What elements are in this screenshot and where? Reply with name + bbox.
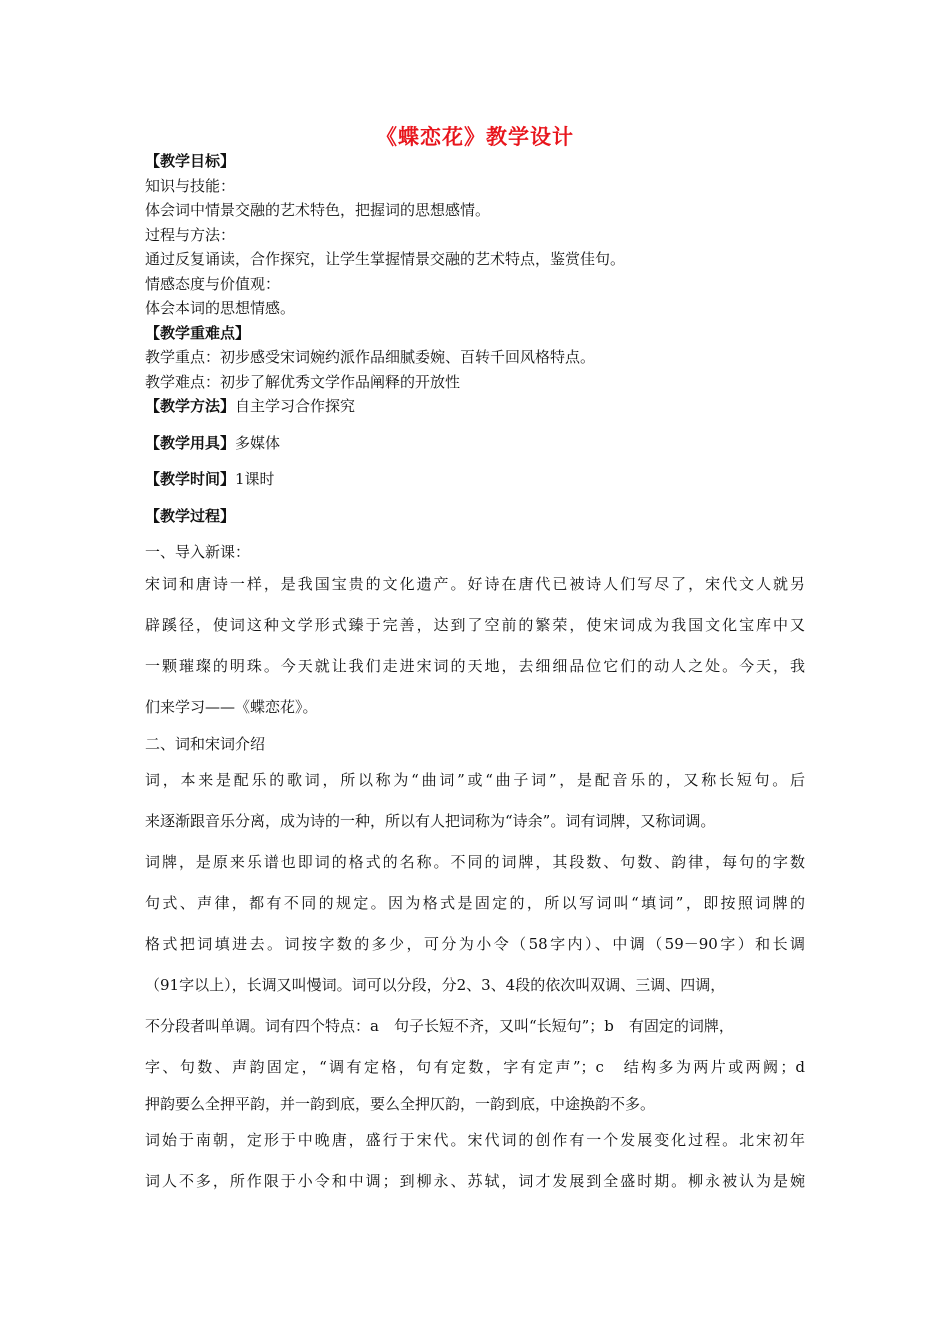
process-label: 过程与方法：: [145, 225, 236, 244]
emotion-text: 体会本词的思想情感。: [145, 299, 296, 317]
paragraph-line: 词始于南朝，定形于中晚唐，盛行于宋代。宋代词的创作有一个发展变化过程。北宋初年: [145, 1131, 805, 1149]
time-value: 1课时: [235, 470, 275, 488]
document-title: 《蝶恋花》教学设计: [376, 124, 574, 149]
time-row: [145, 467, 815, 492]
document-body: [145, 149, 815, 1202]
time-heading: 【教学时间】: [145, 470, 236, 488]
knowledge-label: 知识与技能：: [145, 176, 236, 195]
part1-title: 一、导入新课：: [145, 543, 251, 561]
paragraph-line: 字、句数、声韵固定，“调有定格，句有定数，字有定声”；c 结构多为两片或两阙；d: [145, 1058, 805, 1076]
tools-row: [145, 431, 815, 456]
paragraph-line: 辟蹊径，使词这种文学形式臻于完善，达到了空前的繁荣，使宋词成为我国文化宝库中又: [145, 616, 805, 634]
method-heading: 【教学方法】: [145, 397, 236, 415]
paragraph-line: 一颗璀璨的明珠。今天就让我们走进宋词的天地，去细细品位它们的动人之处。今天，我: [145, 657, 805, 675]
paragraph-line: 押韵要么全押平韵，并一韵到底，要么全押仄韵，一韵到底，中途换韵不多。: [145, 1095, 656, 1113]
knowledge-text: 体会词中情景交融的艺术特色，把握词的思想感情。: [145, 201, 491, 219]
method-value: 自主学习合作探究: [235, 397, 356, 415]
paragraph-line: 宋词和唐诗一样，是我国宝贵的文化遗产。好诗在唐代已被诗人们写尽了，宋代文人就另: [145, 575, 805, 593]
emotion-label: 情感态度与价值观：: [145, 274, 281, 293]
paragraph-line: 们来学习——《蝶恋花》。: [145, 698, 318, 716]
process-text: 通过反复诵读，合作探究，让学生掌握情景交融的艺术特点，鉴赏佳句。: [145, 250, 626, 268]
paragraph-line: 词牌，是原来乐谱也即词的格式的名称。不同的词牌，其段数、句数、韵律，每句的字数: [145, 853, 805, 871]
objectives-heading: 【教学目标】: [145, 152, 236, 170]
paragraph-line: 不分段者叫单调。词有四个特点：a 句子长短不齐，又叫“长短句”；b 有固定的词牌，: [145, 1017, 734, 1035]
process-heading: 【教学过程】: [145, 506, 236, 525]
paragraph-line: 词人不多，所作限于小令和中调；到柳永、苏轼，词才发展到全盛时期。柳永被认为是婉: [145, 1172, 805, 1190]
method-row: [145, 394, 815, 419]
paragraph-line: 格式把词填进去。词按字数的多少，可分为小令（58字内）、中调（59－90字）和长调: [145, 935, 805, 953]
paragraph-line: 句式、声律，都有不同的规定。因为格式是固定的，所以写词叫“填词”，即按照词牌的: [145, 894, 805, 912]
tools-heading: 【教学用具】: [145, 433, 236, 452]
key-focus-text: 教学重点：初步感受宋词婉约派作品细腻委婉、百转千回风格特点。: [145, 348, 596, 366]
tools-value: 多媒体: [235, 433, 281, 452]
paragraph-line: （91字以上），长调又叫慢词。词可以分段，分2、3、4段的依次叫双调、三调、四调，: [145, 976, 726, 994]
paragraph-line: 来逐渐跟音乐分离，成为诗的一种，所以有人把词称为“诗余”。词有词牌，又称词调。: [145, 812, 716, 830]
paragraph-line: 词，本来是配乐的歌词，所以称为“曲词”或“曲子词”，是配音乐的，又称长短句。后: [145, 771, 805, 789]
part2-title: 二、词和宋词介绍: [145, 735, 266, 753]
key-difficulty-text: 教学难点：初步了解优秀文学作品阐释的开放性: [145, 372, 461, 391]
key-points-heading: 【教学重难点】: [145, 323, 251, 342]
